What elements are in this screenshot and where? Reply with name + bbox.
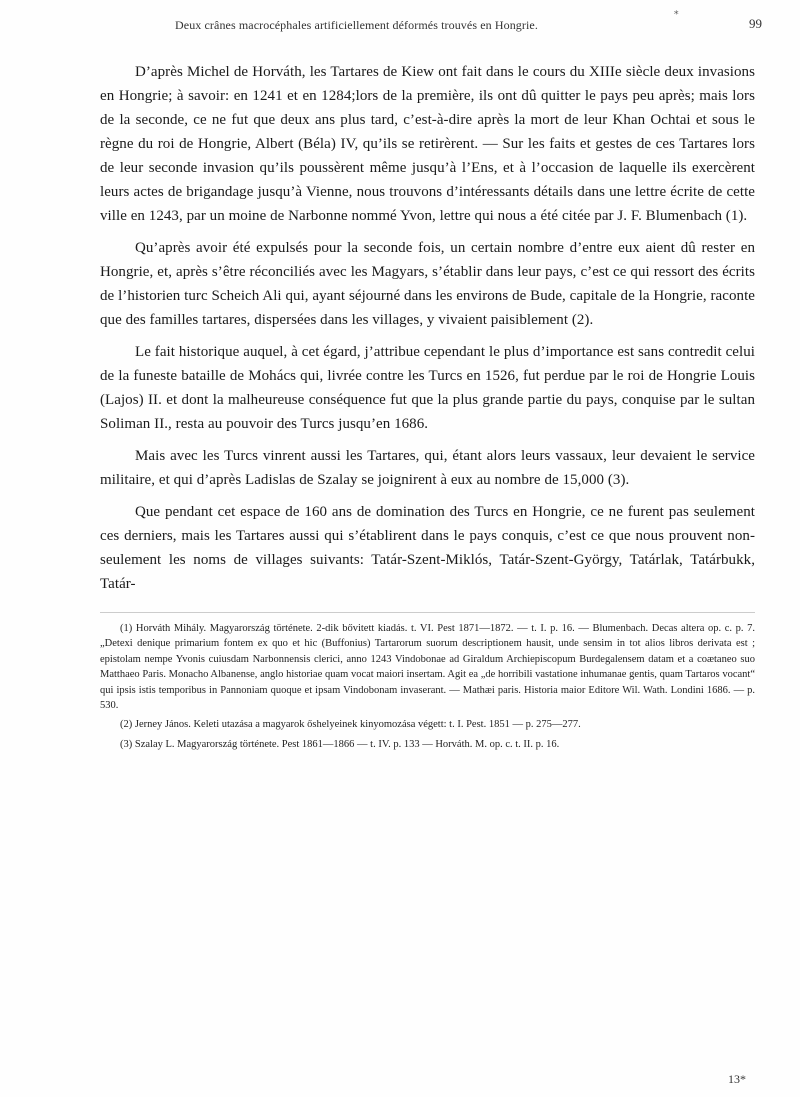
- footnote-divider: [100, 612, 755, 613]
- paragraph-1: D’après Michel de Horváth, les Tartares de Kiew ont fait dans le cours du XIIIe siècle deux invasions en Hongrie; à savoir: en 1241 et en 1284;lors de la première, ils ont dû quitter le pays peu après; mais lors de la seconde, ce ne fut que deux ans plus tard, c’est-à-dire après la mort de leur Khan Ochtai et sous le règne du roi de Hongrie, Albert (Béla) IV, qu’ils se retirèrent. — Sur les faits et gestes de ces Tartares lors de leur seconde invasion qu’ils poussèrent même jusqu’à l’Ens, et à l’occasion de laquelle ils exercèrent leurs actes de brigandage jusqu’à Vienne, nous trouvons d’intéressants détails dans une lettre écrite de cette ville en 1243, par un moine de Narbonne nommé Yvon, lettre qui nous a été citée par J. F. Blumenbach (1).: [100, 64, 755, 224]
- page-number: 99: [749, 16, 762, 31]
- paragraph-2: Qu’après avoir été expulsés pour la seconde fois, un certain nombre d’entre eux aient dû rester en Hongrie, et, après s’être réconciliés avec les Magyars, s’établir dans leur pays, c’est ce qui ressort des écrits de l’historien turc Scheich Ali qui, ayant séjourné dans les environs de Bude, capitale de la Hongrie, raconte que des familles tartares, dispersées dans les villages, y vivaient paisiblement (2).: [100, 240, 755, 328]
- footnote-2: (2) Jerney János. Keleti utazása a magyarok őshelyeinek kinyomozása végett: t. I. Pest. 1851 — p. 275—277.: [120, 719, 581, 731]
- paragraph-4: Mais avec les Turcs vinrent aussi les Tartares, qui, étant alors leurs vassaux, leur devaient le service militaire, et qui d’après Ladislas de Szalay se joignirent à eux au nombre de 15,000 (3).: [100, 448, 755, 488]
- paragraph-3: Le fait historique auquel, à cet égard, j’attribue cependant le plus d’importance est sans contredit celui de la funeste bataille de Mohács qui, livrée contre les Turcs en 1526, fut perdue par le roi de Hongrie Louis (Lajos) II. et dont la malheureuse conséquence fut que la plus grande partie du pays, conquise par le sultan Soliman II., resta au pouvoir des Turcs jusqu’en 1686.: [100, 344, 755, 432]
- footnote-1: (1) Horváth Mihály. Magyarország története. 2-dik bővitett kiadás. t. VI. Pest 1871—1872. — t. I. p. 16. — Blumenbach. Decas altera op. c. p. 7. „Detexi denique primarium fontem ex quo et hic (Buffonius) Tartarorum suorum descriptionem hausit, unde sensim in tot alios libros derivata est ; epistolam nempe Yvonis cuiusdam Narbonnensis clerici, anno 1243 Vindobonae ad Giraldum Archiepiscopum Burdegalensem datam et a coætaneo suo Matthaeo Paris. Monacho Albanense, anglo historiae quam vocat maiori insertam. Agit ea „de horribili vastatione inhumanae gentis, quam Tartaros vocant“ qui ipsis istis temporibus in Pannoniam quoque et ipsam Vindobonam invaserant. — Mathæi paris. Historia maior Editore Wil. Wath. Londini 1686. — p. 530.: [100, 623, 755, 712]
- running-head: Deux crânes macrocéphales artificiellement déformés trouvés en Hongrie.: [175, 18, 538, 32]
- signature-mark: 13*: [728, 1072, 746, 1086]
- footnote-3: (3) Szalay L. Magyarország története. Pest 1861—1866 — t. IV. p. 133 — Horváth. M. op. c. t. II. p. 16.: [120, 738, 560, 750]
- top-mark: ⁎: [674, 6, 679, 16]
- paragraph-5: Que pendant cet espace de 160 ans de domination des Turcs en Hongrie, ce ne furent pas seulement ces derniers, mais les Tartares aussi qui s’établirent dans le pays conquis, c’est ce que nous prouvent non-seulement les noms de villages suivants: Tatár-Szent-Miklós, Tatár-Szent-György, Tatárlak, Tatárbukk, Tatár-: [100, 504, 755, 592]
- main-text: [100, 60, 755, 752]
